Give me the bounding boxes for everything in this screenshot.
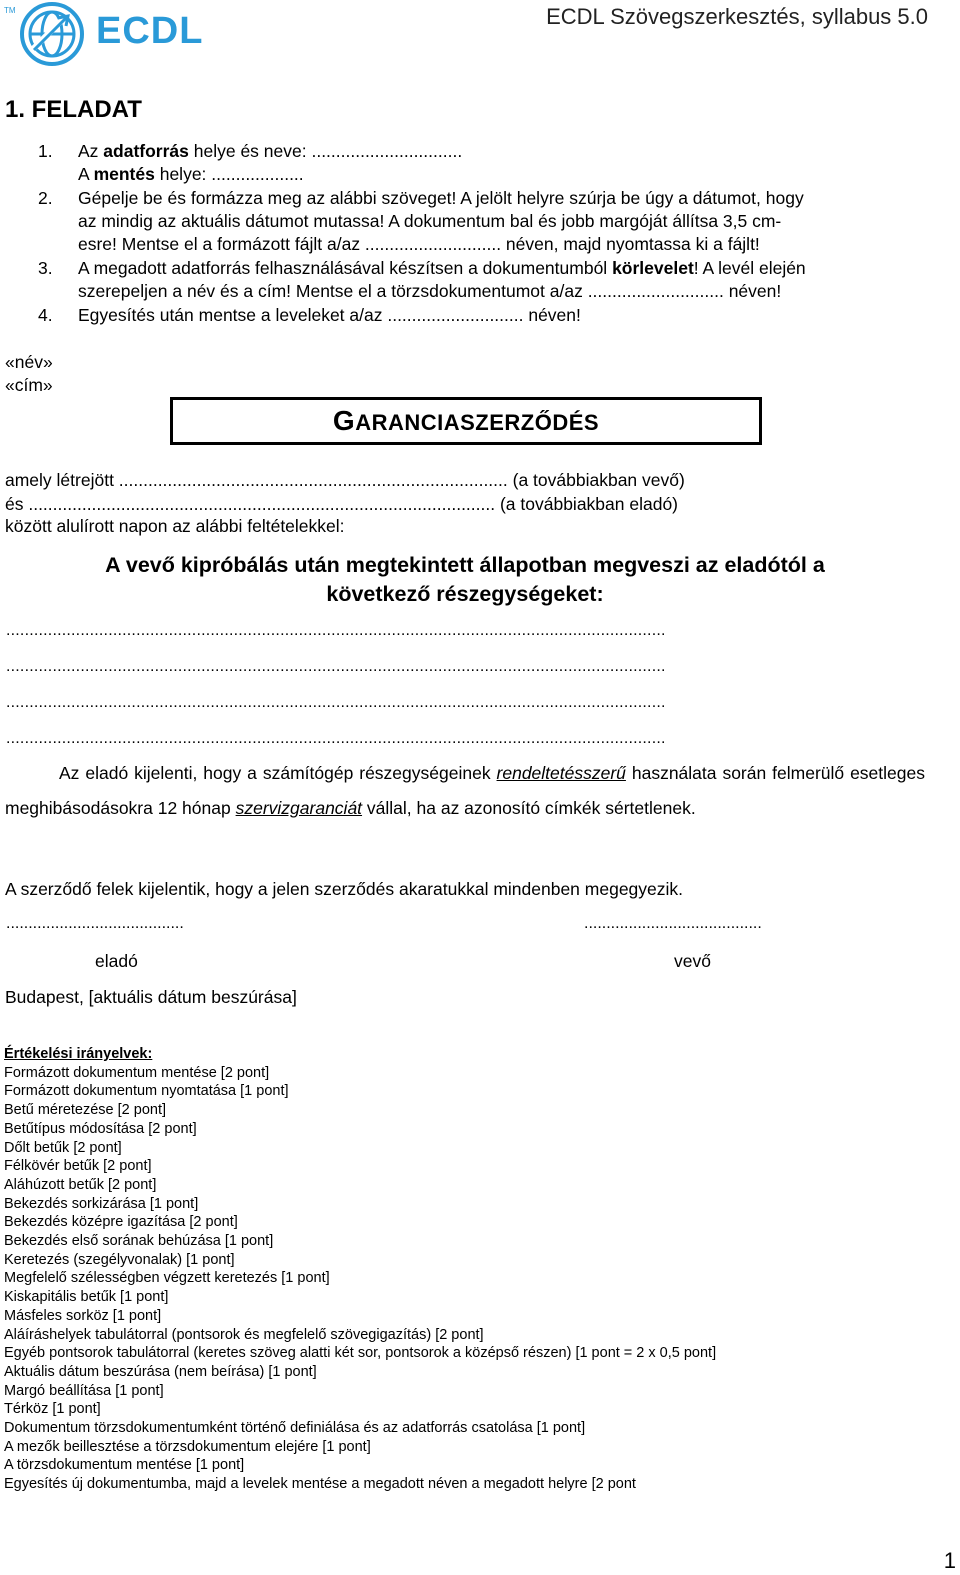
task-line: esre! Mentse el a formázott fájlt a/az ............................ néven, majd nyomtassa ki a fájlt! (78, 234, 760, 254)
criteria-item: Megfelelő szélességben végzett keretezés [1 pont] (4, 1270, 330, 1287)
task-line: A mentés helye: ................... (78, 164, 304, 184)
criteria-item: Egyéb pontsorok tabulátorral (keretes szöveg alatti két sor, pontsorok a középső részen) [1 pont = 2 x 0,5 pont] (4, 1345, 717, 1362)
task-line: az mindig az aktuális dátumot mutassa! A dokumentum bal és jobb margóját állítsa 3,5 cm- (78, 211, 782, 231)
signature-dots-left: ........................................ (6, 915, 184, 932)
underlined-term: rendeltetésszerű (496, 763, 626, 783)
paragraph-text: Az eladó kijelenti, hogy a számítógép részegységeinek (59, 763, 497, 783)
criteria-item: Bekezdés középre igazítása [2 pont] (4, 1214, 238, 1231)
dot-line: .............................................................................................................................................. (6, 658, 666, 675)
task-line: Gépelje be és formázza meg az alábbi szöveget! A jelölt helyre szúrja be úgy a dátumot, hogy (78, 188, 804, 208)
underlined-term: szervizgaranciát (235, 798, 363, 818)
criteria-title: Értékelési irányelvek: (4, 1046, 153, 1062)
task-line: Az adatforrás helye és neve: ............................... (78, 141, 463, 161)
criteria-item: Dokumentum törzsdokumentumként történő definiálása és az adatforrás csatolása [1 pont] (4, 1420, 586, 1437)
field-name: «név» (5, 352, 53, 372)
criteria-item: Betű méretezése [2 pont] (4, 1102, 167, 1119)
criteria-item: Dőlt betűk [2 pont] (4, 1139, 122, 1156)
task-number: 4. (38, 305, 53, 325)
parties-line-3: között alulírott napon az alábbi feltételekkel: (5, 516, 345, 536)
signature-buyer: vevő (674, 951, 711, 971)
criteria-item: A törzsdokumentum mentése [1 pont] (4, 1457, 245, 1474)
signature-dots-right: ........................................ (584, 915, 762, 932)
criteria-item: Aláhúzott betűk [2 pont] (4, 1176, 157, 1193)
criteria-item: Másfeles sorköz [1 pont] (4, 1307, 162, 1324)
globe-icon (12, 0, 102, 68)
header-title: ECDL Szövegszerkesztés, syllabus 5.0 (546, 4, 928, 29)
contract-title-box (170, 397, 762, 445)
contract-title: GARANCIASZERZŐDÉS (332, 405, 600, 436)
criteria-item: Félkövér betűk [2 pont] (4, 1158, 152, 1175)
task-number: 1. (38, 141, 53, 161)
task-text (78, 257, 928, 303)
logo-text: ECDL (96, 10, 204, 52)
criteria-item: Aláíráshelyek tabulátorral (pontsorok és megfelelő szövegigazítás) [2 pont] (4, 1326, 484, 1343)
criteria-item: Aktuális dátum beszúrása (nem beírása) [1 pont] (4, 1363, 317, 1380)
criteria-item: Egyesítés új dokumentumba, majd a levelek mentése a megadott néven a megadott helyre [2 pont (4, 1476, 636, 1493)
task-line: szerepeljen a név és a cím! Mentse el a törzsdokumentumot a/az ............................ néven! (78, 281, 782, 301)
place-date: Budapest, [aktuális dátum beszúrása] (5, 987, 297, 1007)
statement: A szerződő felek kijelentik, hogy a jelen szerződés akaratukkal mindenben megegyezik. (5, 879, 684, 899)
signature-seller: eladó (95, 951, 138, 971)
criteria-item: Formázott dokumentum nyomtatása [1 pont] (4, 1083, 289, 1100)
criteria-item: Formázott dokumentum mentése [2 pont] (4, 1064, 270, 1081)
paragraph-text: használata során felmerülő esetleges meghibásodásokra 12 hónap (5, 763, 925, 818)
task-text (78, 187, 928, 256)
criteria-item: Bekezdés első sorának behúzása [1 pont] (4, 1233, 274, 1250)
task-text (78, 140, 928, 186)
dot-line: .............................................................................................................................................. (6, 730, 666, 747)
criteria-item: A mezők beillesztése a törzsdokumentum elejére [1 pont] (4, 1438, 371, 1455)
criteria-item: Bekezdés sorkizárása [1 pont] (4, 1195, 199, 1212)
criteria-item: Keretezés (szegélyvonalak) [1 pont] (4, 1251, 235, 1268)
ecdl-logo (4, 0, 204, 68)
dot-line: .............................................................................................................................................. (6, 622, 666, 639)
parties-line-2: és ................................................................................................ (a továbbiakban eladó) (5, 494, 679, 514)
dot-line: .............................................................................................................................................. (6, 694, 666, 711)
paragraph-text: vállal, ha az azonosító címkék sértetlenek. (362, 798, 696, 818)
criteria-item: Margó beállítása [1 pont] (4, 1382, 164, 1399)
task-text (78, 304, 928, 327)
heading-line-2: következő részegységeket: (326, 582, 604, 606)
task-line: A megadott adatforrás felhasználásával készítsen a dokumentumból körlevelet! A levél elején (78, 258, 806, 278)
section-title: 1. FELADAT (5, 96, 142, 123)
criteria-item: Kiskapitális betűk [1 pont] (4, 1289, 169, 1306)
criteria-list (4, 1045, 716, 1494)
parties-line-1: amely létrejött ................................................................................ (a továbbiakban vevő) (5, 470, 685, 490)
task-number: 2. (38, 188, 53, 208)
criteria-item: Betűtípus módosítása [2 pont] (4, 1120, 197, 1137)
field-address: «cím» (5, 375, 53, 395)
page-number: 1 (943, 1548, 956, 1573)
task-number: 3. (38, 258, 53, 278)
warranty-paragraph (5, 756, 925, 826)
criteria-item: Térköz [1 pont] (4, 1401, 101, 1418)
heading-line-1: A vevő kipróbálás után megtekintett állapotban megveszi az eladótól a (105, 553, 825, 577)
task-line: Egyesítés után mentse a leveleket a/az ............................ néven! (78, 305, 581, 325)
trademark-mark: TM (4, 6, 16, 15)
